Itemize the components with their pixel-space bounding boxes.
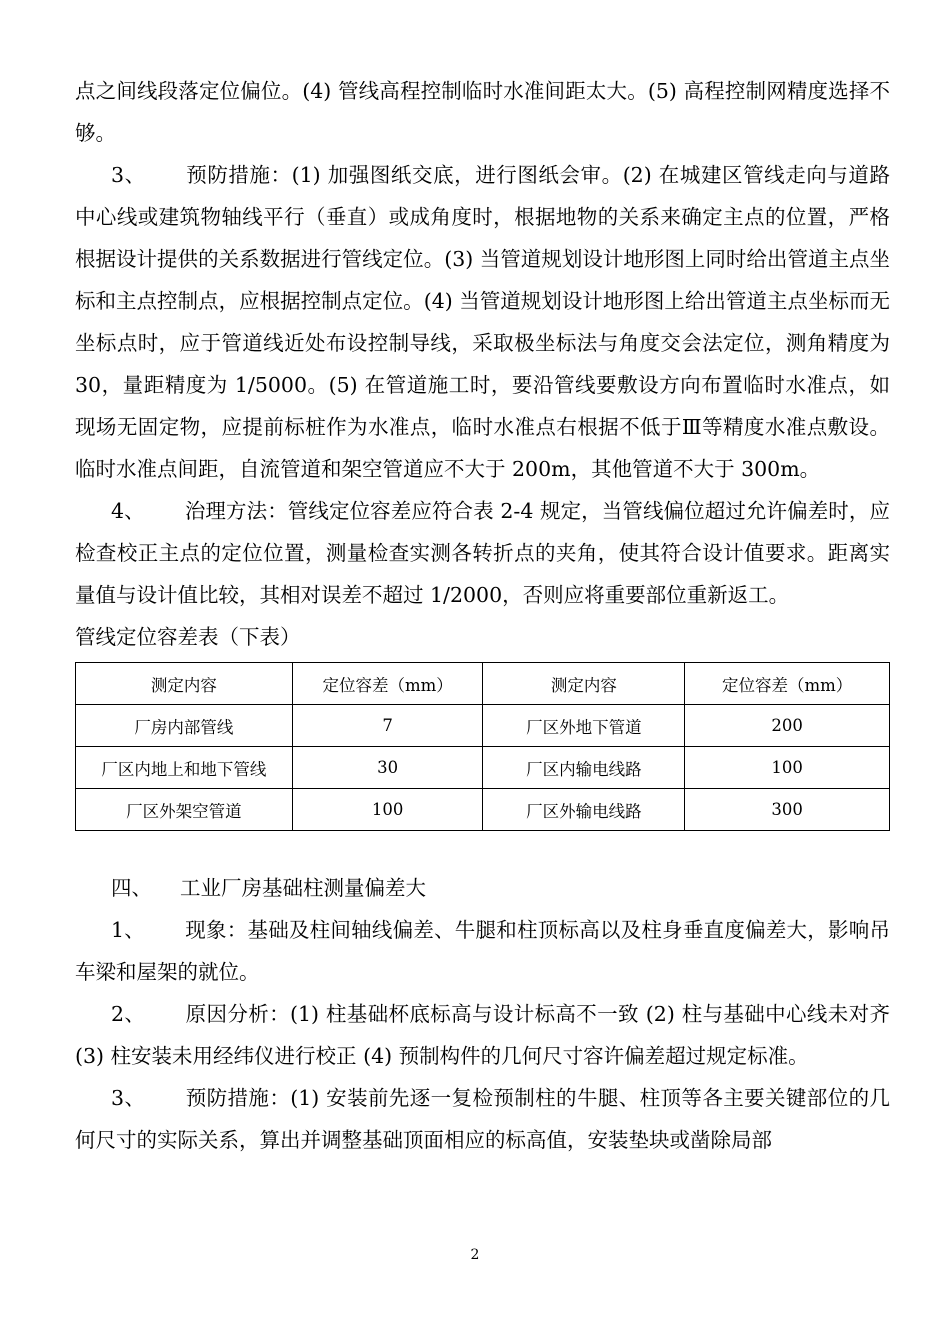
table-cell: 厂区外输电线路: [483, 789, 685, 831]
page-number: 2: [470, 1247, 480, 1263]
table-cell: 7: [292, 705, 483, 747]
table-cell: 300: [685, 789, 890, 831]
section-title: 工业厂房基础柱测量偏差大: [180, 876, 426, 900]
table-cell: 200: [685, 705, 890, 747]
paragraph-treatment: [75, 490, 890, 616]
table-row: [76, 747, 890, 789]
item-number: 3、: [111, 163, 146, 187]
table-header-cell: 定位容差（mm）: [292, 663, 483, 705]
table-header-cell: 测定内容: [76, 663, 293, 705]
item-number: 1、: [111, 918, 146, 942]
item-number: 2、: [111, 1002, 146, 1026]
table-header-row: [76, 663, 890, 705]
table-cell: 厂区内输电线路: [483, 747, 685, 789]
table-cell: 厂区外架空管道: [76, 789, 293, 831]
paragraph-text: 现象：基础及柱间轴线偏差、牛腿和柱顶标高以及柱身垂直度偏差大，影响吊车梁和屋架的就位。: [75, 918, 890, 984]
paragraph-prevention: [75, 154, 890, 490]
paragraph-text: 预防措施：(1) 安装前先逐一复检预制柱的牛腿、柱顶等各主要关键部位的几何尺寸的实际关系，算出并调整基础顶面相应的标高值，安装垫块或凿除局部: [75, 1086, 890, 1152]
tolerance-table: [75, 662, 890, 831]
table-row: [76, 789, 890, 831]
table-header-cell: 定位容差（mm）: [685, 663, 890, 705]
paragraph-phenomenon: [75, 909, 890, 993]
paragraph-causes-end: 点之间线段落定位偏位。(4) 管线高程控制临时水准间距太大。(5) 高程控制网精度选择不够。: [75, 79, 890, 145]
table-cell: 100: [292, 789, 483, 831]
item-number: 4、: [111, 499, 145, 523]
table-header-cell: 测定内容: [483, 663, 685, 705]
section-heading: [75, 867, 890, 909]
table-cell: 厂房内部管线: [76, 705, 293, 747]
table-cell: 100: [685, 747, 890, 789]
paragraph-text: 原因分析：(1) 柱基础杯底标高与设计标高不一致 (2) 柱与基础中心线未对齐 (3) 柱安装未用经纬仪进行校正 (4) 预制构件的几何尺寸容许偏差超过规定标准。: [75, 1002, 891, 1068]
table-row: [76, 705, 890, 747]
section-number: 四、: [111, 876, 152, 900]
table-cell: 30: [292, 747, 483, 789]
paragraph-prevention-2: [75, 1077, 890, 1161]
document-body: [75, 70, 890, 1161]
table-cell: 厂区外地下管道: [483, 705, 685, 747]
table-caption: 管线定位容差表（下表）: [75, 625, 301, 649]
paragraph-text: 治理方法：管线定位容差应符合表 2-4 规定，当管线偏位超过允许偏差时，应检查校正主点的定位位置，测量检查实测各转折点的夹角，使其符合设计值要求。距离实量值与设计值比较，其相对误差不超过 1/2000，否则应将重要部位重新返工。: [75, 499, 890, 607]
table-cell: 厂区内地上和地下管线: [76, 747, 293, 789]
paragraph-cause-analysis: [75, 993, 890, 1077]
item-number: 3、: [111, 1086, 146, 1110]
paragraph-text: 预防措施：(1) 加强图纸交底，进行图纸会审。(2) 在城建区管线走向与道路中心线或建筑物轴线平行（垂直）或成角度时，根据地物的关系来确定主点的位置，严格根据设计提供的关系数据进行管线定位。(3) 当管道规划设计地形图上同时给出管道主点坐标和主点控制点，应根据控制点定位。(4) 当管道规划设计地形图上给出管道主点坐标而无坐标点时，应于管道线近处布设控制导线，采取极坐标法与角度交会法定位，测角精度为30，量距精度为 1/5000。(5) 在管道施工时，要沿管线要敷设方向布置临时水准点，如现场无固定物，应提前标桩作为水准点，临时水准点右根据不低于Ⅲ等精度水准点敷设。临时水准点间距，自流管道和架空管道应不大于 200m，其他管道不大于 300m。: [75, 163, 891, 481]
